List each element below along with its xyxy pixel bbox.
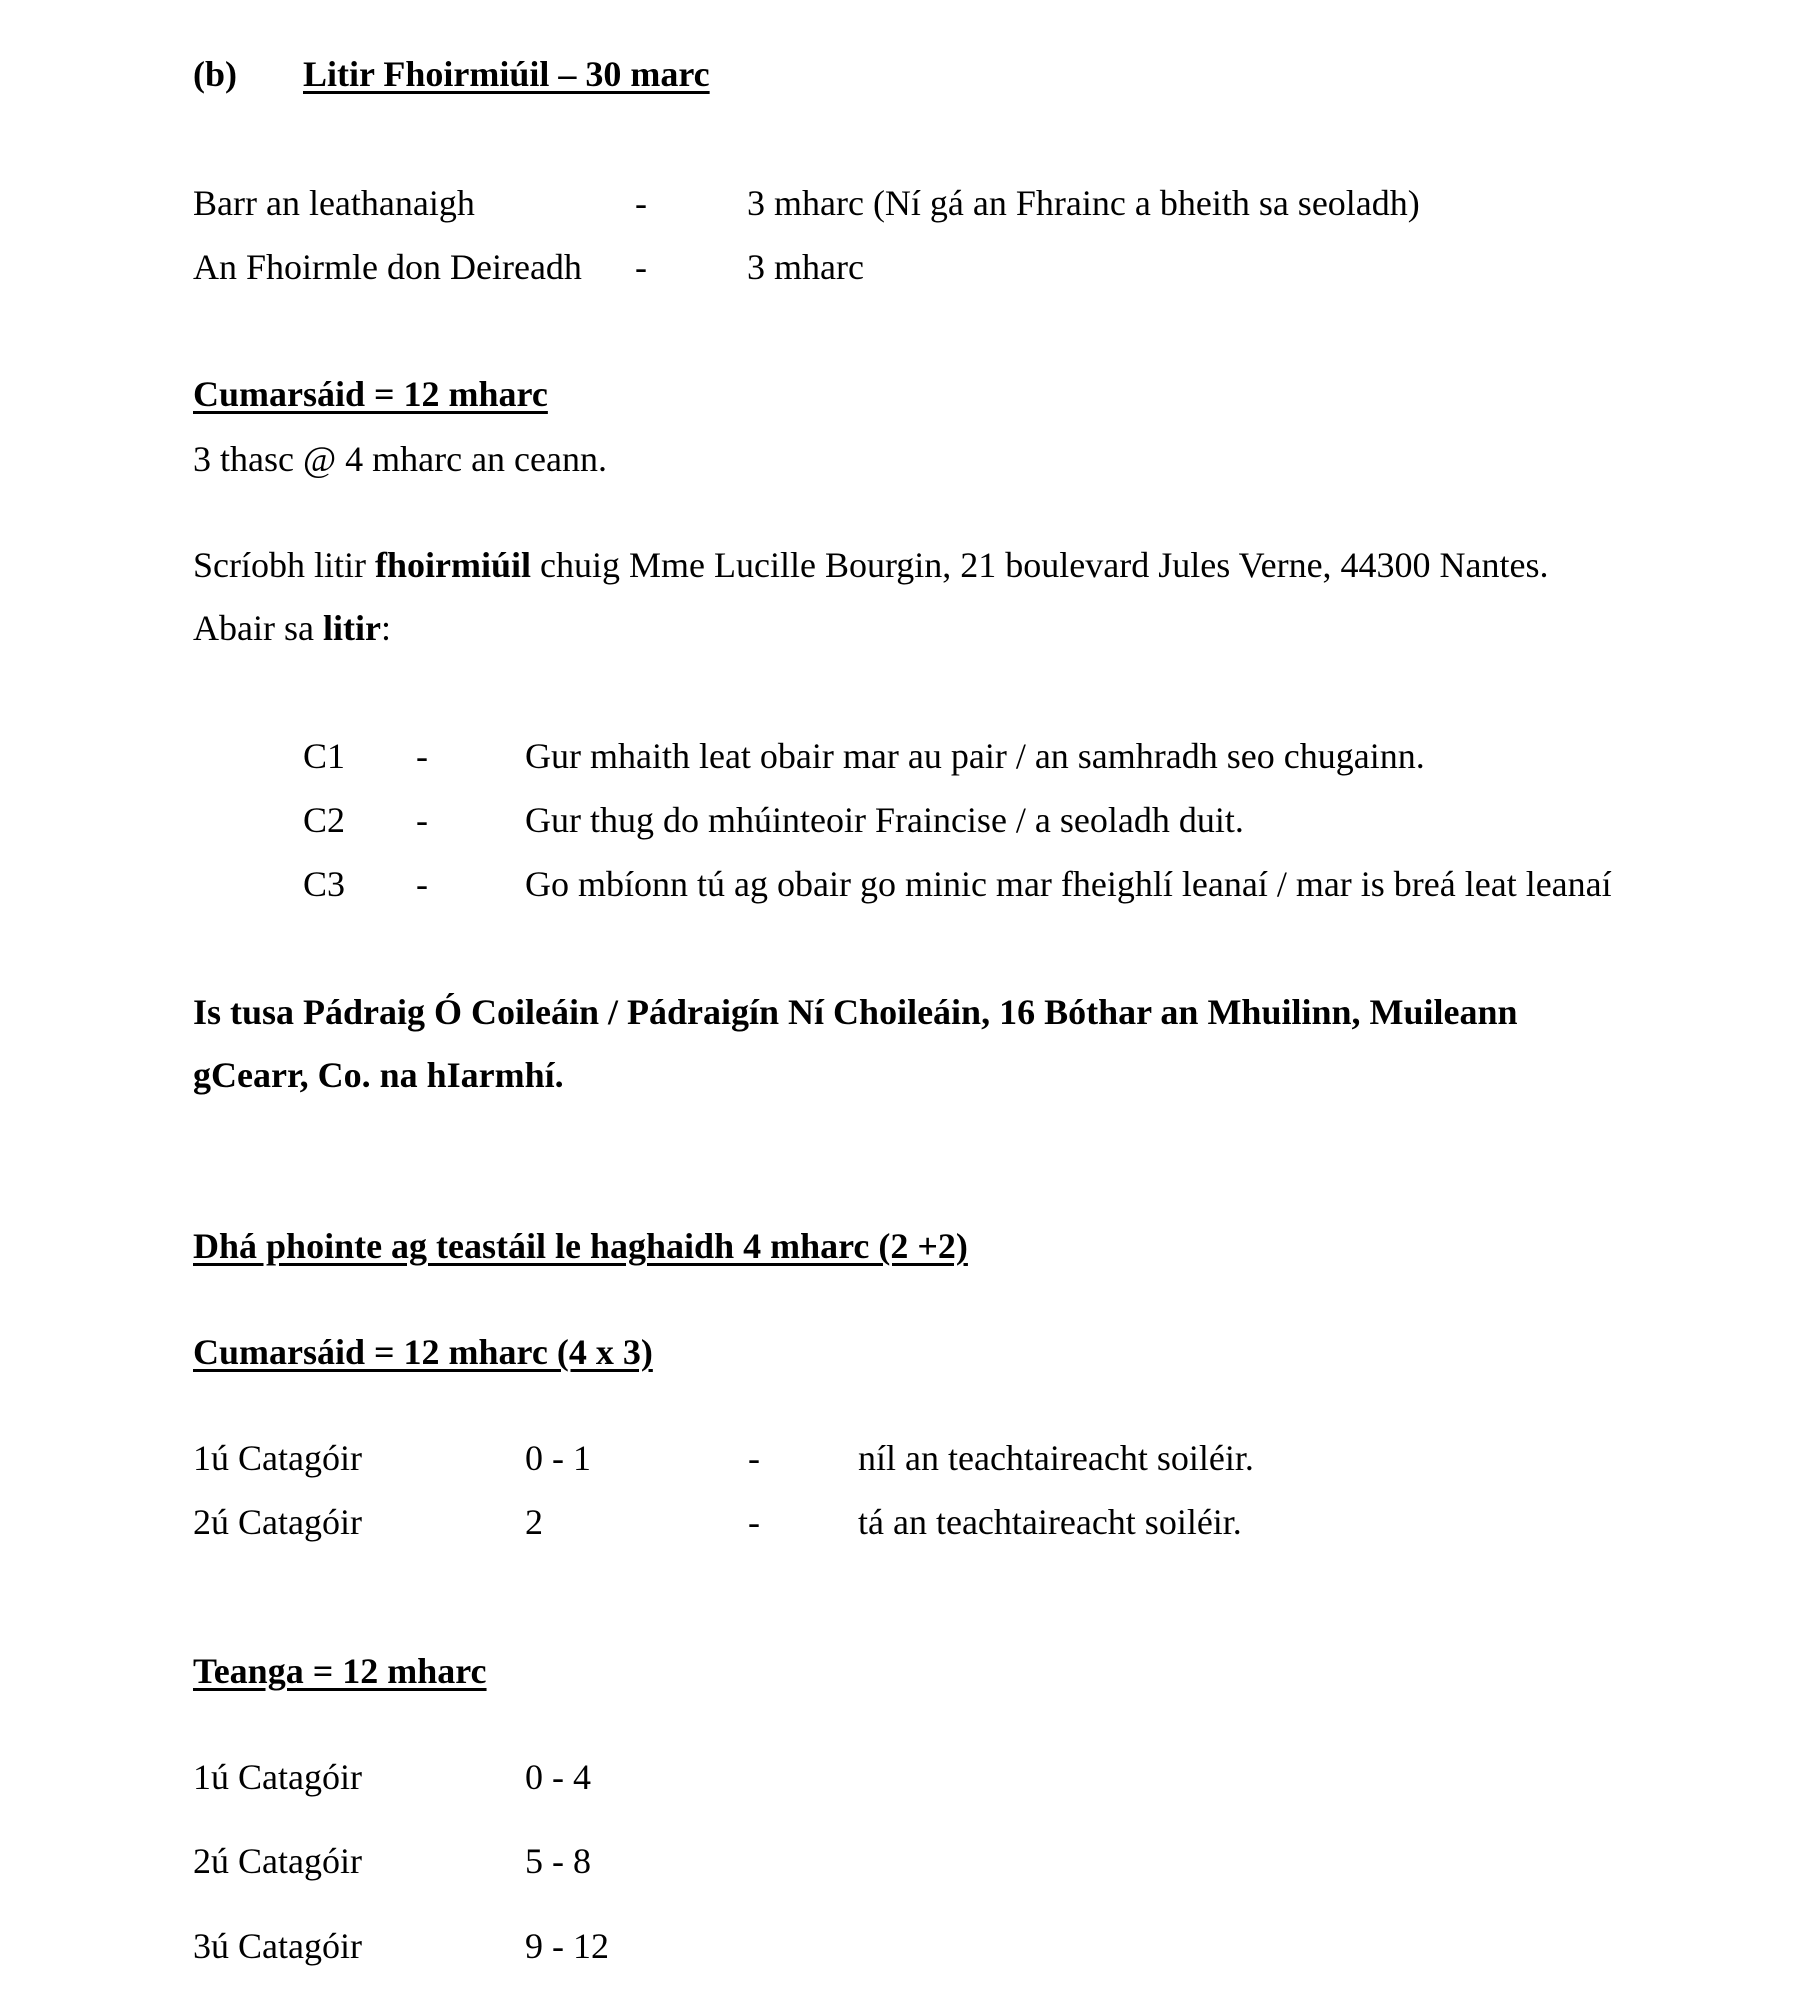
format-item-dash: - (635, 247, 647, 287)
format-item-label: An Fhoirmle don Deireadh (193, 247, 582, 287)
instruction-line-2 (193, 610, 391, 646)
scale-category: 3ú Catagóir (193, 1926, 362, 1966)
communication-scale-heading: Cumarsáid = 12 mharc (4 x 3) (193, 1332, 653, 1372)
task-dash: - (416, 800, 428, 840)
section-title: Litir Fhoirmiúil – 30 marc (303, 54, 710, 94)
instruction-emphasis: litir (322, 608, 381, 648)
scale-range: 5 - 8 (525, 1841, 591, 1881)
scale-range: 9 - 12 (525, 1926, 609, 1966)
identity-line-1: Is tusa Pádraig Ó Coileáin / Pádraigín Ní Choileáin, 16 Bóthar an Mhuilinn, Muileann (193, 992, 1518, 1032)
scale-range: 0 - 1 (525, 1438, 591, 1478)
format-item-label: Barr an leathanaigh (193, 183, 475, 223)
scale-range: 2 (525, 1502, 543, 1542)
communication-heading: Cumarsáid = 12 mharc (193, 374, 548, 414)
scale-category: 1ú Catagóir (193, 1757, 362, 1797)
format-item-marks: 3 mharc (Ní gá an Fhrainc a bheith sa seoladh) (747, 183, 1420, 223)
points-heading: Dhá phointe ag teastáil le haghaidh 4 mharc (2 +2) (193, 1226, 968, 1266)
communication-note: 3 thasc @ 4 mharc an ceann. (193, 439, 607, 479)
instruction-text: Abair sa (193, 608, 323, 648)
task-text: Gur mhaith leat obair mar au pair / an samhradh seo chugainn. (525, 736, 1425, 776)
scale-dash: - (748, 1438, 760, 1478)
task-text: Go mbíonn tú ag obair go minic mar fheighlí leanaí / mar is breá leat leanaí (525, 864, 1612, 904)
instruction-emphasis: fhoirmiúil (375, 545, 532, 585)
task-text: Gur thug do mhúinteoir Fraincise / a seoladh duit. (525, 800, 1244, 840)
scale-dash: - (748, 1502, 760, 1542)
instruction-line-1 (193, 547, 1549, 583)
language-scale-heading: Teanga = 12 mharc (193, 1651, 487, 1691)
format-item-marks: 3 mharc (747, 247, 864, 287)
scale-range: 0 - 4 (525, 1757, 591, 1797)
scale-description: níl an teachtaireacht soiléir. (858, 1438, 1254, 1478)
task-code: C2 (303, 800, 346, 840)
section-label: (b) (193, 54, 237, 94)
format-item-dash: - (635, 183, 647, 223)
task-code: C1 (303, 736, 346, 776)
scale-category: 1ú Catagóir (193, 1438, 362, 1478)
task-dash: - (416, 736, 428, 776)
scale-category: 2ú Catagóir (193, 1841, 362, 1881)
identity-line-2: gCearr, Co. na hIarmhí. (193, 1055, 564, 1095)
scale-category: 2ú Catagóir (193, 1502, 362, 1542)
task-code: C3 (303, 864, 346, 904)
instruction-text: chuig Mme Lucille Bourgin, 21 boulevard Jules Verne, 44300 Nantes. (531, 545, 1549, 585)
instruction-text: : (380, 608, 391, 648)
instruction-text: Scríobh litir (193, 545, 375, 585)
scale-description: tá an teachtaireacht soiléir. (858, 1502, 1242, 1542)
task-dash: - (416, 864, 428, 904)
